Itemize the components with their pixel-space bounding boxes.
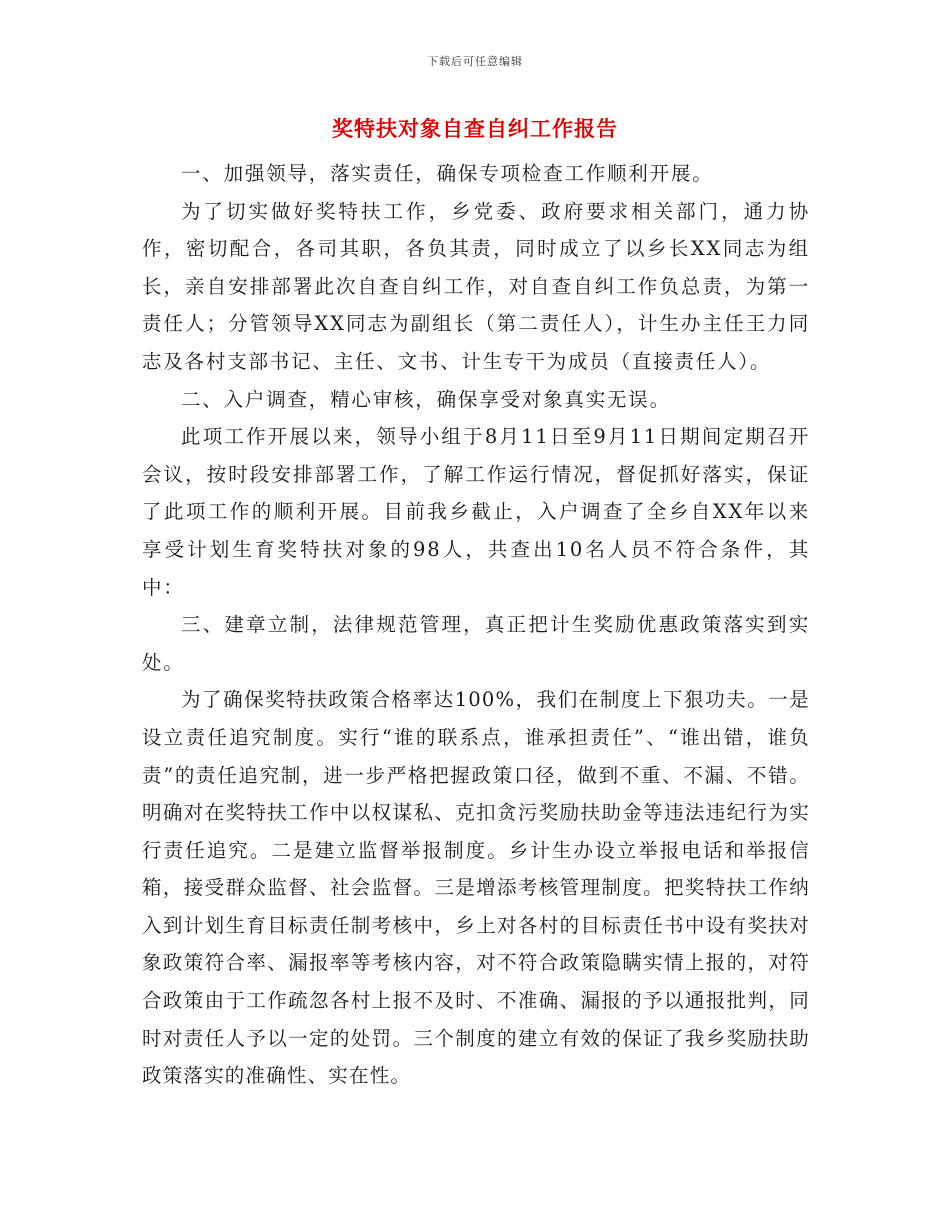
paragraph-body: 为了确保奖特扶政策合格率达100%，我们在制度上下狠功夫。一是设立责任追究制度。实行“谁的联系点，谁承担责任”、“谁出错，谁负责”的责任追究制，进一步严格把握政策口径，做到不重、不漏、不错。明确对在奖特扶工作中以权谋私、克扣贪污奖励扶助金等违法违纪行为实行责任追究。二是建立监督举报制度。乡计生办设立举报电话和举报信箱，接受群众监督、社会监督。三是增添考核管理制度。把奖特扶工作纳入到计划生育目标责任制考核中，乡上对各村的目标责任书中设有奖扶对象政策符合率、漏报率等考核内容，对不符合政策隐瞒实情上报的，对符合政策由于工作疏忽各村上报不及时、不准确、漏报的予以通报批判，同时对责任人予以一定的处罚。三个制度的建立有效的保证了我乡奖励扶助政策落实的准确性、实在性。 [142, 688, 810, 1088]
document-title: 奖特扶对象自查自纠工作报告 [332, 116, 618, 141]
document-body [142, 155, 810, 1095]
section-heading-1: 一、加强领导，落实责任，确保专项检查工作顺利开展。 [181, 162, 714, 185]
section-heading-3: 三、建章立制，法律规范管理，真正把计生奖励优惠政策落实到实处。 [142, 613, 810, 674]
paragraph-body: 为了切实做好奖特扶工作，乡党委、政府要求相关部门，通力协作，密切配合，各司其职，各负其责，同时成立了以乡长XX同志为组长，亲自安排部署此次自查自纠工作，对自查自纠工作负总责，为第一责任人；分管领导XX同志为副组长（第二责任人），计生办主任王力同志及各村支部书记、主任、文书、计生专干为成员（直接责任人）。 [142, 199, 810, 373]
paragraph-body: 此项工作开展以来，领导小组于8月11日至9月11日期间定期召开会议，按时段安排部署工作，了解工作运行情况，督促抓好落实，保证了此项工作的顺利开展。目前我乡截止，入户调查了全乡自XX年以来享受计划生育奖特扶对象的98人，共查出10名人员不符合条件，其中： [142, 425, 810, 599]
section-heading-2: 二、入户调查，精心审核，确保享受对象真实无误。 [181, 387, 671, 411]
header-note: 下载后可任意编辑 [427, 55, 523, 68]
